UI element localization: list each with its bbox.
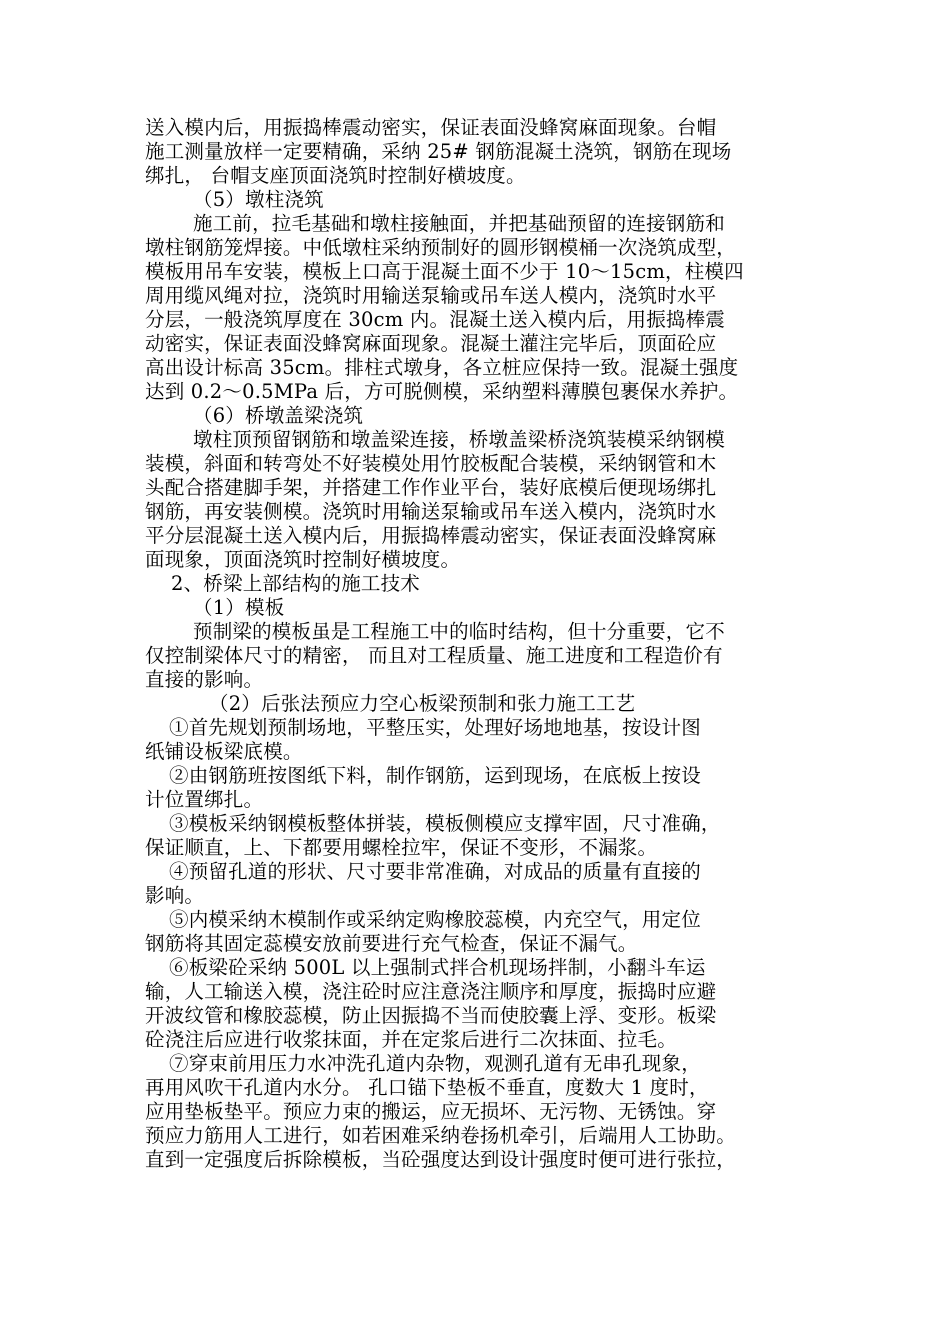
text-line: 墩柱钢筋笼焊接。中低墩柱采纳预制好的圆形钢模桶一次浇筑成型， [145,236,737,259]
text-line: 应用垫板垫平。预应力束的搬运，应无损坏、无污物、无锈蚀。穿 [145,1100,717,1123]
text-line: （5）墩柱浇筑 [193,188,324,211]
text-line: ④预留孔道的形状、尺寸要非常准确，对成品的质量有直接的 [169,860,701,883]
text-line: 高出设计标高 35cm。排柱式墩身，各立桩应保持一致。混凝土强度 [145,356,739,379]
text-line: 面现象，顶面浇筑时控制好横坡度。 [145,548,461,571]
text-line: 施工前，拉毛基础和墩柱接触面，并把基础预留的连接钢筋和 [193,212,725,235]
text-line: 施工测量放样一定要精确，采纳 25# 钢筋混凝土浇筑，钢筋在现场 [145,140,732,163]
text-line: （1）模板 [193,596,285,619]
text-line: ⑤内模采纳木模制作或采纳定购橡胶蕊模，内充空气，用定位 [169,908,701,931]
text-line: ⑦穿束前用压力水冲洗孔道内杂物，观测孔道有无串孔现象， [169,1052,701,1075]
text-line: 分层，一般浇筑厚度在 30cm 内。混凝土送入模内后，用振捣棒震 [145,308,726,331]
text-line: 再用风吹干孔道内水分。 孔口锚下垫板不垂直，度数大 1 度时， [145,1076,709,1099]
text-line: 绑扎， 台帽支座顶面浇筑时控制好横坡度。 [145,164,526,187]
text-line: ②由钢筋班按图纸下料，制作钢筋，运到现场，在底板上按设 [169,764,701,787]
text-line: 周用缆风绳对拉，浇筑时用输送泵输或吊车送人模内，浇筑时水平 [145,284,717,307]
text-line: （2）后张法预应力空心板梁预制和张力施工工艺 [209,692,636,715]
text-line: 计位置绑扎。 [145,788,264,811]
text-line: 输，人工输送入模，浇注砼时应注意浇注顺序和厚度，振捣时应避 [145,980,717,1003]
text-line: 直到一定强度后拆除模板，当砼强度达到设计强度时便可进行张拉， [145,1148,737,1171]
text-line: 送入模内后，用振捣棒震动密实，保证表面没蜂窝麻面现象。台帽 [145,116,717,139]
document-page [145,116,807,1172]
document-body [145,116,807,1172]
text-line: 墩柱顶预留钢筋和墩盖梁连接，桥墩盖梁桥浇筑装模采纳钢模 [193,428,725,451]
text-line: 达到 0.2～0.5MPa 后，方可脱侧模，采纳塑料薄膜包裹保水养护。 [145,380,739,403]
text-line: 纸铺设板梁底模。 [145,740,303,763]
text-line: 平分层混凝土送入模内后，用振捣棒震动密实，保证表面没蜂窝麻 [145,524,717,547]
text-line: 影响。 [145,884,205,907]
text-line: ①首先规划预制场地，平整压实，处理好场地地基，按设计图 [169,716,701,739]
text-line: 钢筋，再安装侧模。浇筑时用输送泵输或吊车送入模内，浇筑时水 [145,500,717,523]
text-line: 2、桥梁上部结构的施工技术 [171,572,421,595]
text-line: 预制梁的模板虽是工程施工中的临时结构，但十分重要，它不 [193,620,725,643]
text-line: 开波纹管和橡胶蕊模，防止因振捣不当而使胶囊上浮、变形。板梁 [145,1004,717,1027]
text-line: ⑥板梁砼采纳 500L 以上强制式拌合机现场拌制，小翻斗车运 [169,956,706,979]
text-line: 仅控制梁体尺寸的精密， 而且对工程质量、施工进度和工程造价有 [145,644,723,667]
text-line: 预应力筋用人工进行，如若困难采纳卷扬机牵引，后端用人工协助。 [145,1124,737,1147]
text-line: 装模，斜面和转弯处不好装模处用竹胶板配合装模，采纳钢管和木 [145,452,717,475]
text-line: （6）桥墩盖梁浇筑 [193,404,364,427]
text-line: 砼浇注后应进行收浆抹面，并在定浆后进行二次抹面、拉毛。 [145,1028,677,1051]
text-line: 模板用吊车安装，模板上口高于混凝土面不少于 10～15cm，柱模四 [145,260,744,283]
text-line: ③模板采纳钢模板整体拼装，模板侧模应支撑牢固，尺寸准确， [169,812,721,835]
text-line: 动密实，保证表面没蜂窝麻面现象。混凝土灌注完毕后，顶面砼应 [145,332,717,355]
text-line: 头配合搭建脚手架，并搭建工作作业平台，装好底模后便现场绑扎 [145,476,717,499]
text-line: 直接的影响。 [145,668,264,691]
text-line: 保证顺直，上、下都要用螺栓拉牢，保证不变形，不漏浆。 [145,836,658,859]
text-line: 钢筋将其固定蕊模安放前要进行充气检查，保证不漏气。 [145,932,638,955]
